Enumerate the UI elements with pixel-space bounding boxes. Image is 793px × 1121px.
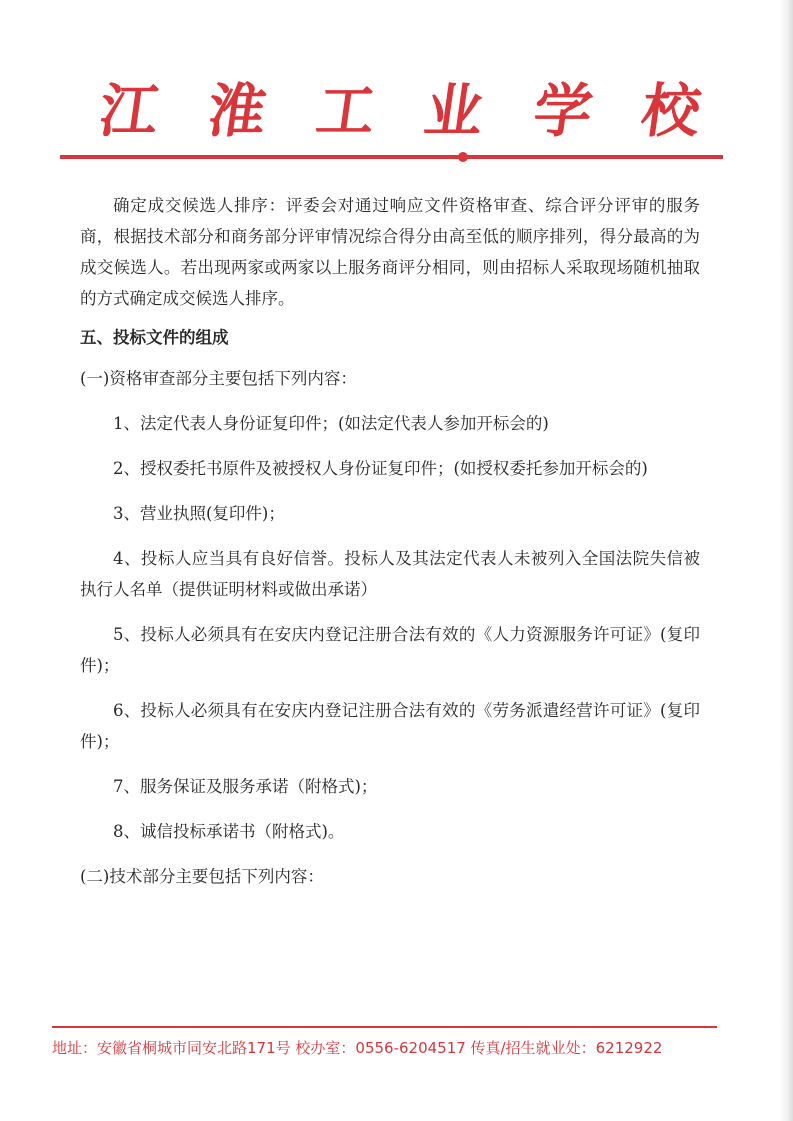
footer-divider (52, 1026, 717, 1028)
header-divider-ornament (458, 152, 468, 162)
letterhead-char: 淮 (203, 77, 272, 145)
list-item: 3、营业执照(复印件)； (113, 504, 285, 523)
section-heading: 五、投标文件的组成 (80, 328, 229, 347)
letterhead-char: 学 (528, 77, 597, 145)
subsection-heading: (二)技术部分主要包括下列内容： (80, 867, 324, 886)
list-item: 2、授权委托书原件及被授权人身份证复印件；(如授权委托参加开标会的) (113, 459, 648, 478)
letterhead-char: 工 (312, 77, 380, 145)
letterhead-char: 校 (637, 77, 705, 145)
footer-contact: 地址：安徽省桐城市同安北路171号 校办室：0556-6204517 传真/招生就业处：6212922 (52, 1039, 663, 1057)
letterhead-title (95, 76, 705, 146)
list-item: 8、诚信投标承诺书（附格式)。 (113, 822, 345, 841)
document-body (80, 190, 700, 906)
subsection-heading: (一)资格审查部分主要包括下列内容： (80, 369, 357, 388)
list-item: 4、投标人应当具有良好信誉。投标人及其法定代表人未被列入全国法院失信被执行人名单（提供证明材料或做出承诺） (80, 549, 700, 599)
list-item: 6、投标人必须具有在安庆内登记注册合法有效的《劳务派遣经营许可证》(复印件)； (80, 701, 700, 751)
list-item: 5、投标人必须具有在安庆内登记注册合法有效的《人力资源服务许可证》(复印件)； (80, 625, 700, 675)
letterhead-char: 江 (95, 77, 163, 145)
letterhead-char: 业 (420, 77, 488, 145)
scan-edge-shadow (779, 0, 793, 1121)
header-divider (60, 155, 723, 159)
list-item: 7、服务保证及服务承诺（附格式)； (113, 777, 378, 796)
list-item: 1、法定代表人身份证复印件；(如法定代表人参加开标会的) (113, 414, 549, 433)
intro-paragraph: 确定成交候选人排序：评委会对通过响应文件资格审查、综合评分评审的服务商，根据技术部分和商务部分评审情况综合得分由高至低的顺序排列，得分最高的为成交候选人。若出现两家或两家以上服务商评分相同，则由招标人采取现场随机抽取的方式确定成交候选人排序。 (80, 196, 700, 308)
